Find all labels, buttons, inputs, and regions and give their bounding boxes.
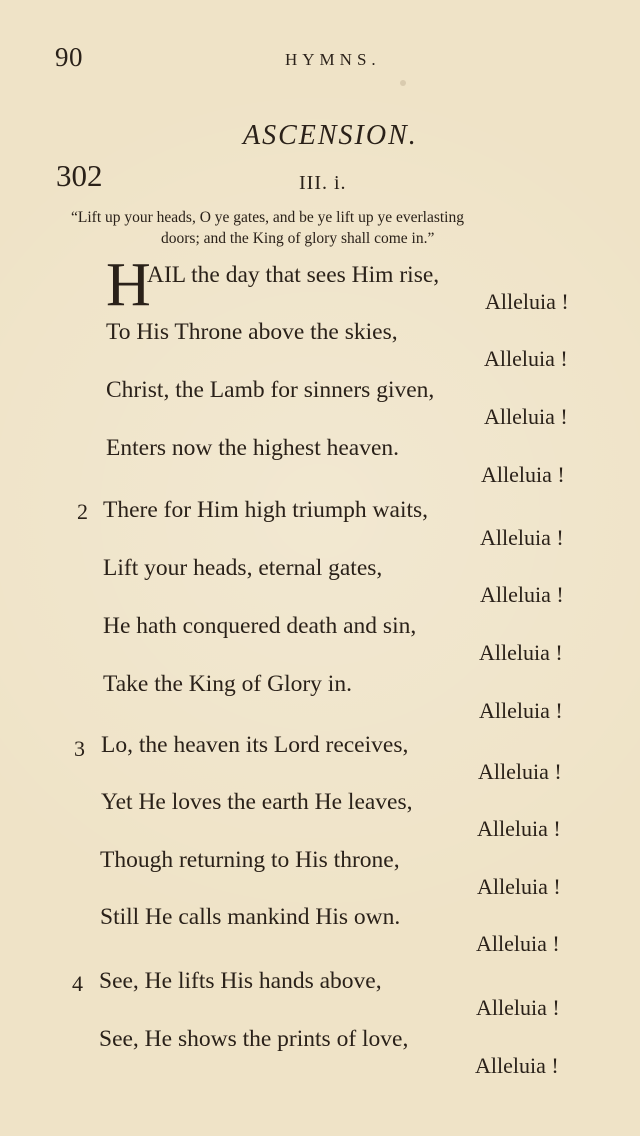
hymn-line: See, He lifts His hands above,	[99, 968, 382, 994]
refrain: Alleluia !	[484, 404, 568, 429]
hymn-line: Still He calls mankind His own.	[100, 904, 401, 930]
refrain: Alleluia !	[477, 816, 561, 841]
hymn-number: 302	[56, 158, 103, 193]
hymn-line: Though returning to His throne,	[100, 847, 400, 873]
hymn-line: Yet He loves the earth He leaves,	[101, 789, 413, 815]
refrain: Alleluia !	[479, 698, 563, 723]
tune-meter: III. i.	[299, 172, 347, 194]
hymn-line: He hath conquered death and sin,	[103, 613, 417, 639]
refrain: Alleluia !	[484, 346, 568, 371]
hymn-line: Take the King of Glory in.	[103, 671, 352, 697]
drop-cap: H	[106, 251, 151, 319]
verse-number: 2	[77, 499, 88, 524]
hymn-line: AIL the day that sees Him rise,	[147, 262, 440, 288]
hymn-line: Christ, the Lamb for sinners given,	[106, 377, 435, 403]
page-number: 90	[55, 42, 83, 72]
running-head: HYMNS.	[285, 50, 381, 69]
hymn-line: There for Him high triumph waits,	[103, 497, 429, 523]
refrain: Alleluia !	[479, 640, 563, 665]
verse-number: 3	[74, 736, 85, 761]
hymn-line: Enters now the highest heaven.	[106, 435, 400, 461]
paper-spot	[400, 80, 406, 86]
refrain: Alleluia !	[481, 462, 565, 487]
hymn-line: Lo, the heaven its Lord receives,	[101, 732, 409, 758]
refrain: Alleluia !	[485, 289, 569, 314]
refrain: Alleluia !	[480, 525, 564, 550]
epigraph-line-2: doors; and the King of glory shall come in.”	[161, 230, 435, 247]
hymn-line: See, He shows the prints of love,	[99, 1026, 409, 1052]
refrain: Alleluia !	[475, 1053, 559, 1078]
verse-number: 4	[72, 971, 83, 996]
section-title: ASCENSION.	[243, 120, 418, 151]
refrain: Alleluia !	[480, 582, 564, 607]
hymn-line: To His Throne above the skies,	[106, 319, 398, 345]
epigraph-line-1: “Lift up your heads, O ye gates, and be ye lift up ye everlasting	[71, 209, 464, 226]
refrain: Alleluia !	[476, 931, 560, 956]
refrain: Alleluia !	[477, 874, 561, 899]
hymn-line: Lift your heads, eternal gates,	[103, 555, 383, 581]
refrain: Alleluia !	[476, 995, 560, 1020]
refrain: Alleluia !	[478, 759, 562, 784]
